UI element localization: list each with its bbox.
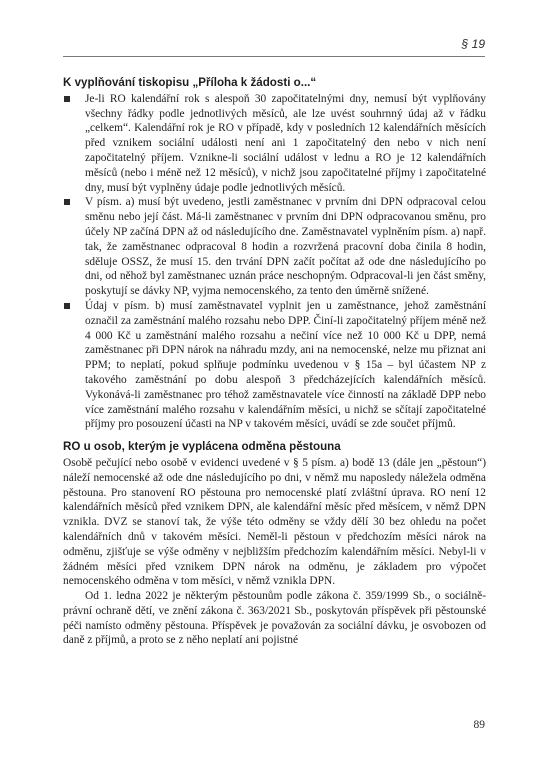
- list-item-text: Údaj v písm. b) musí zaměstnavatel vyplnit jen u zaměstnance, jehož zaměstnání označil za zaměstnání malého rozsahu nebo DPP. Činí-li započitatelný příjem méně než 4 000 Kč u zaměstnání malého rozsahu a nečiní více než 10 000 Kč u DPP, nemá zaměstnanec při DPN nárok na náhradu mzdy, ani na nemocenské, nelze mu přiznat ani PPM; to neplatí, pokud splňuje podmínku uvedenou v § 15a – byl účastem NP z takového zaměstnání po dobu alespoň 3 předcházejících kalendářních měsíců. Vykonává-li zaměstnanec pro téhož zaměstnavatele více činností na základě DPP nebo více zaměstnání malého rozsahu v kalendářním měsíci, u nichž se sčítají započitatelné příjmy pro posouzení účasti na NP v takovém měsíci, uvádí se zde součet příjmů.: [85, 299, 486, 431]
- page-header: [63, 36, 485, 57]
- paragraph: Od 1. ledna 2022 je některým pěstounům podle zákona č. 359/1999 Sb., o sociálně-právní ochraně dětí, ve znění zákona č. 363/2021 Sb., poskytován příspěvek při pěstounské péči namísto odměny pěstouna. Příspěvek je považován za sociální dávku, je osvobozen od daně z příjmů, a proto se z něho neplatí ani pojistné: [63, 590, 486, 647]
- paragraph: Osobě pečující nebo osobě v evidenci uvedené v § 5 písm. a) bodě 13 (dále jen „pěstoun“) náleží nemocenské až ode dne následujícího po dni, v němž mu naposledy náležela odměna pěstouna. Pro stanovení RO pěstouna pro nemocenské platí zvláštní úprava. RO není 12 kalendářních měsíců před vznikem DPN, ale kalendářní měsíc před měsícem, v němž DPN vznikla. DVZ se stanoví tak, že výše této odměny se vždy dělí 30 bez ohledu na počet kalendářních dnů v takovém měsíci. Neměl-li pěstoun v předchozím měsíci nárok na odměnu, zjišťuje se výše odměny v nejbližším předchozím kalendářním měsíci. Nebyl-li v žádném měsíci před vznikem DPN nárok na odměnu, je základem pro výpočet nemocenského odměna v tom měsíci, v němž vznikla DPN.: [63, 456, 486, 588]
- section-heading-foster: RO u osob, kterým je vyplácena odměna pěstouna: [63, 440, 341, 454]
- section-mark: § 19: [461, 37, 485, 51]
- list-item-text: V písm. a) musí být uvedeno, jestli zaměstnanec v prvním dni DPN odpracoval celou směnu nebo její část. Má-li zaměstnanec v prvním dni DPN odpracovanou směnu, pro účely NP začíná DPN až od následujícího dne. Zaměstnavatel vyplněním písm. a) např. tak, že zaměstnanec odpracoval 8 hodin a rozvržená pracovní doba činila 8 hodin, sděluje OSSZ, že musí 15. den trvání DPN začít počítat až ode dne následujícího po dni, od něhož byl zaměstnanec uznán práce neschopným. Odpracoval-li jen část směny, poskytují se dávky NP, vyjma nemocenského, za tento den úměrně snížené.: [85, 196, 486, 298]
- list-item: [63, 92, 486, 196]
- list-item: [63, 299, 486, 432]
- bullet-list: [63, 92, 486, 432]
- page-content: [63, 76, 486, 648]
- page-number: 89: [473, 719, 485, 731]
- list-item-text: Je-li RO kalendářní rok s alespoň 30 započitatelnými dny, nemusí být vyplňovány všechny řádky podle jednotlivých měsíců, ale lze uvést souhrnný údaj až v řádku „celkem“. Kalendářní rok je RO v případě, kdy v posledních 12 kalendářních měsících před vznikem sociální události není ani 1 započitatelný den nebo v nich není započitatelný příjem. Vznikne-li sociální událost v lednu a RO je 12 kalendářních měsíců (nebo i méně než 12 měsíců), v nichž jsou započitatelné příjmy i započitatelné dny, musí být vyplněny údaje podle jednotlivých měsíců.: [85, 92, 486, 194]
- square-bullet-icon: [64, 199, 70, 205]
- list-item: [63, 195, 486, 299]
- square-bullet-icon: [64, 303, 70, 309]
- square-bullet-icon: [64, 96, 70, 102]
- section-heading-form: K vyplňování tiskopisu „Příloha k žádosti o...“: [63, 76, 317, 89]
